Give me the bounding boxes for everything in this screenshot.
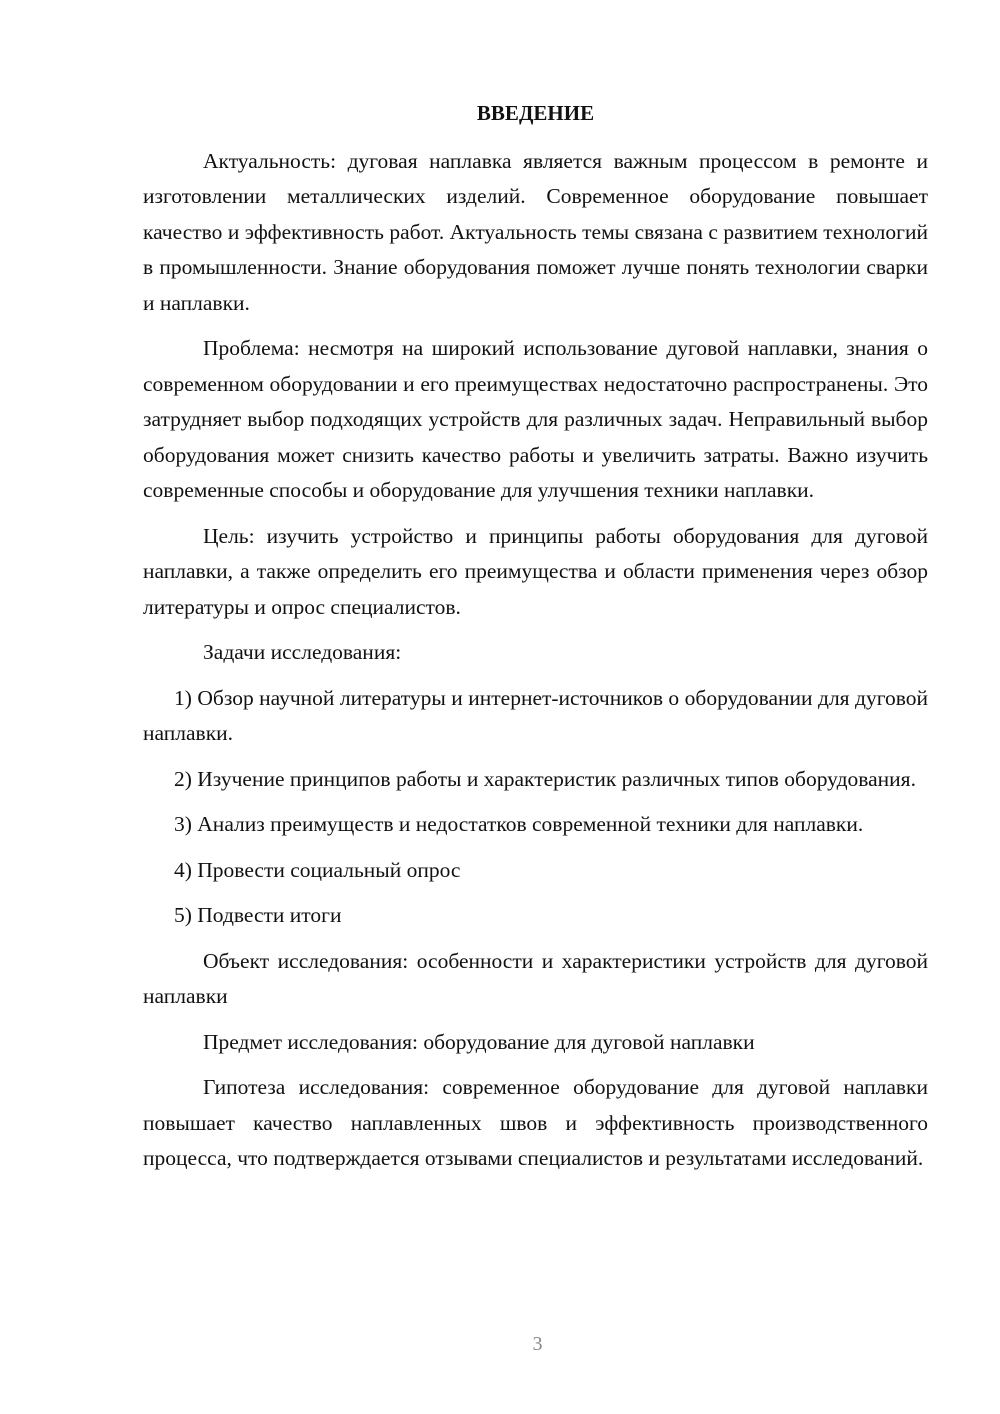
hypothesis-paragraph: Гипотеза исследования: современное оборудование для дуговой наплавки повышает качество наплавленных швов и эффективность производственного процесса, что подтверждается отзывами специалистов и результатами исследований.	[143, 1075, 928, 1170]
document-page	[143, 96, 928, 1187]
subject-paragraph: Предмет исследования: оборудование для дуговой наплавки	[203, 1029, 755, 1054]
goal-paragraph: Цель: изучить устройство и принципы работы оборудования для дуговой наплавки, а также определить его преимущества и области применения через обзор литературы и опрос специалистов.	[143, 523, 928, 619]
tasks-heading: Задачи исследования:	[203, 640, 402, 664]
task-item-2: 2) Изучение принципов работы и характеристик различных типов оборудования.	[174, 766, 916, 791]
task-item-5: 5) Подвести итоги	[174, 903, 342, 927]
task-item-1: 1) Обзор научной литературы и интернет-источников о оборудовании для дуговой наплавки.	[143, 685, 928, 745]
page-number: 3	[532, 1333, 543, 1355]
object-paragraph: Объект исследования: особенности и характеристики устройств для дуговой наплавки	[143, 948, 928, 1008]
task-item-3: 3) Анализ преимуществ и недостатков современной техники для наплавки.	[174, 812, 864, 836]
section-title: ВВЕДЕНИЕ	[476, 101, 595, 125]
relevance-paragraph: Актуальность: дуговая наплавка является важным процессом в ремонте и изготовлении металлических изделий. Современное оборудование повышает качество и эффективность работ. Актуальность темы связана с развитием технологий в промышленности. Знание оборудования поможет лучше понять технологии сварки и наплавки.	[143, 148, 928, 315]
problem-paragraph: Проблема: несмотря на широкий использование дуговой наплавки, знания о современном оборудовании и его преимуществах недостаточно распространены. Это затрудняет выбор подходящих устройств для различных задач. Неправильный выбор оборудования может снизить качество работы и увеличить затраты. Важно изучить современные способы и оборудование для улучшения техники наплавки.	[143, 336, 928, 502]
task-item-4: 4) Провести социальный опрос	[174, 857, 461, 882]
